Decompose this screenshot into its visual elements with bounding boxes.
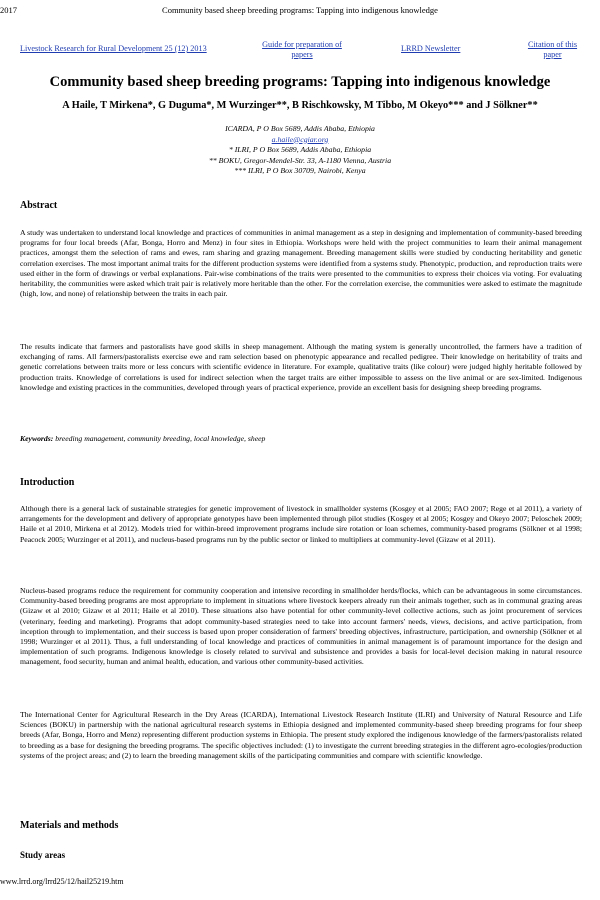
author-email-link[interactable]: a.haile@cgiar.org	[271, 134, 329, 144]
journal-issue-link[interactable]: Livestock Research for Rural Development 25 (12) 2013	[20, 44, 207, 53]
introduction-paragraph-2: Nucleus-based programs reduce the requirement for community cooperation and intensive recording in smallholder herds/flocks, which can be advantageous in some circumstances. Community-based breeding programs are most appropriate to implement in situations where livestock keepers already run their animals together, such as in communal grazing areas (Gizaw et al 2010; Gizaw et al 2011; Haile et al 2010). These situations also have potential for other community-level collective actions, such as joint procurement of services (veterinary, feeding and marketing). Programs that adopt community-based strategies need to take into account farmers' needs, views, decisions, and active participation, from inception through to implementation, and their success is based upon proper consideration of farmers' breeding objectives, infrastructure, participation, and ownership (Sölkner et al 1998; Wurzinger et al 2011). Thus, a full understanding of local knowledge and practices of communities in animal management is of paramount importance for the design and implementation of such programs. Indigenous knowledge is closely related to survival and subsistence and provides a basis for local-level decision making in natural resource management, food security, human and animal health, education, and various other community-based activities.	[20, 586, 582, 667]
introduction-heading: Introduction	[20, 477, 75, 488]
print-date: 2017	[0, 5, 17, 15]
abstract-heading: Abstract	[20, 200, 58, 211]
introduction-paragraph-1: Although there is a general lack of sustainable strategies for genetic improvement of livestock in smallholder systems (Kosgey et al 2005; FAO 2007; Rege et al 2011), a variety of arrangements for the development and delivery of appropriate genotypes have been implemented through pilot studies (Kosgey et al 2005; Kosgey and Okeyo 2007; Peloschek 2009; Haile et al 2010, Mirkena et al 2012). Models tried for within-breed improvement programs include sire rotation or loan schemes, community-based programs (Sölkner et al 1998; Peacock 2005; Wurzinger et al 2011), and nucleus-based programs run by the public sector or linked to multipliers at community-level (Gizaw et al 2011).	[20, 504, 582, 544]
abstract-paragraph-2: The results indicate that farmers and pastoralists have good skills in sheep management. Although the mating system is generally uncontrolled, the farmers have a tradition of exchanging of rams. All farmers/pastoralists exercise ewe and ram selection based on phenotypic appearance and recalled pedigree. Their knowledge on heritability of traits and genetic correlations between traits more or less concurs with scientific evidence in literature. For example, qualitative traits (like colour) were judged highly heritable followed by production traits. Knowledge of correlations is used for indirect selection when the target traits are either impossible to assess on the live animal or are sex-limited. Indigenous knowledge and existing practices in the communities, developed through years of practical experience, provide an excellent basis for designing sheep breeding programs.	[20, 342, 582, 392]
article-authors: A Haile, T Mirkena*, G Duguma*, M Wurzinger**, B Rischkowsky, M Tibbo, M Okeyo*** and J Sölkner**	[62, 100, 538, 111]
introduction-paragraph-3: The International Center for Agricultural Research in the Dry Areas (ICARDA), International Livestock Research Institute (ILRI) and University of Natural Resource and Life Sciences (BOKU) in partnership with the national agricultural research systems in Ethiopia designed and implemented community-based sheep breeding programs for four sheep breeds (Afar, Bonga, Horro and Menz) representing different production systems in Ethiopia. The present study explored the indigenous knowledge of the farmers/pastoralists related to breeding as a base for designing the breeding programs. The specific objectives included: (1) to investigate the current breeding strategies in the different agro-ecologies/production systems of the project areas; and (2) to learn the breeding management skills of the participating communities and compare with scientific knowledge.	[20, 710, 582, 760]
affiliation-boku: ** BOKU, Gregor-Mendel-Str. 33, A-1180 Vienna, Austria	[208, 155, 392, 165]
study-areas-heading: Study areas	[20, 850, 66, 860]
keywords-label: Keywords:	[20, 434, 54, 443]
keywords-line	[20, 434, 582, 443]
print-page-title: Community based sheep breeding programs: Tapping into indigenous knowledge	[162, 5, 438, 15]
abstract-paragraph-1: A study was undertaken to understand local knowledge and practices of communities in animal management as a step in designing and implementation of community-based breeding programs for four local breeds (Afar, Bonga, Horro and Menz) in four sites in Ethiopia. Workshops were held with the project communities to learn their animal management practices, amongst them the selection of rams and ewes, ram sharing and grazing management. Breeding management skills were studied by conducting heritability and genetic correlation exercises. The most important animal traits for the different production systems were identified from a systems study. Phenotypic, production, and reproduction traits were used either in the form of drawings or verbal explanations. Pair-wise combinations of the traits were presented to the communities to express their choices via voting. For evaluating heritability, the communities were asked which trait pair is relatively more heritable than the other. For the correlation exercise, the communities were asked to estimate the magnitude (high, low, and none) of relationship between the traits in each pair.	[20, 228, 582, 299]
methods-heading: Materials and methods	[20, 820, 119, 831]
citation-link[interactable]: Citation of this paper	[527, 40, 578, 59]
affiliation-ilri-addis: * ILRI, P O Box 5689, Addis Ababa, Ethiopia	[228, 145, 372, 154]
article-title: Community based sheep breeding programs: Tapping into indigenous knowledge	[49, 74, 551, 90]
keywords-list: breeding management, community breeding, local knowledge, sheep	[53, 434, 266, 443]
affiliations	[0, 124, 600, 177]
newsletter-link[interactable]: LRRD Newsletter	[401, 44, 461, 53]
affiliation-ilri-nairobi: *** ILRI, P O Box 30709, Nairobi, Kenya	[234, 166, 366, 175]
print-footer-url: www.lrrd.org/lrrd25/12/hail25219.htm	[0, 877, 124, 886]
guide-link[interactable]: Guide for preparation of papers	[262, 40, 342, 59]
affiliation-icarda: ICARDA, P O Box 5689, Addis Ababa, Ethiopia	[225, 124, 375, 133]
